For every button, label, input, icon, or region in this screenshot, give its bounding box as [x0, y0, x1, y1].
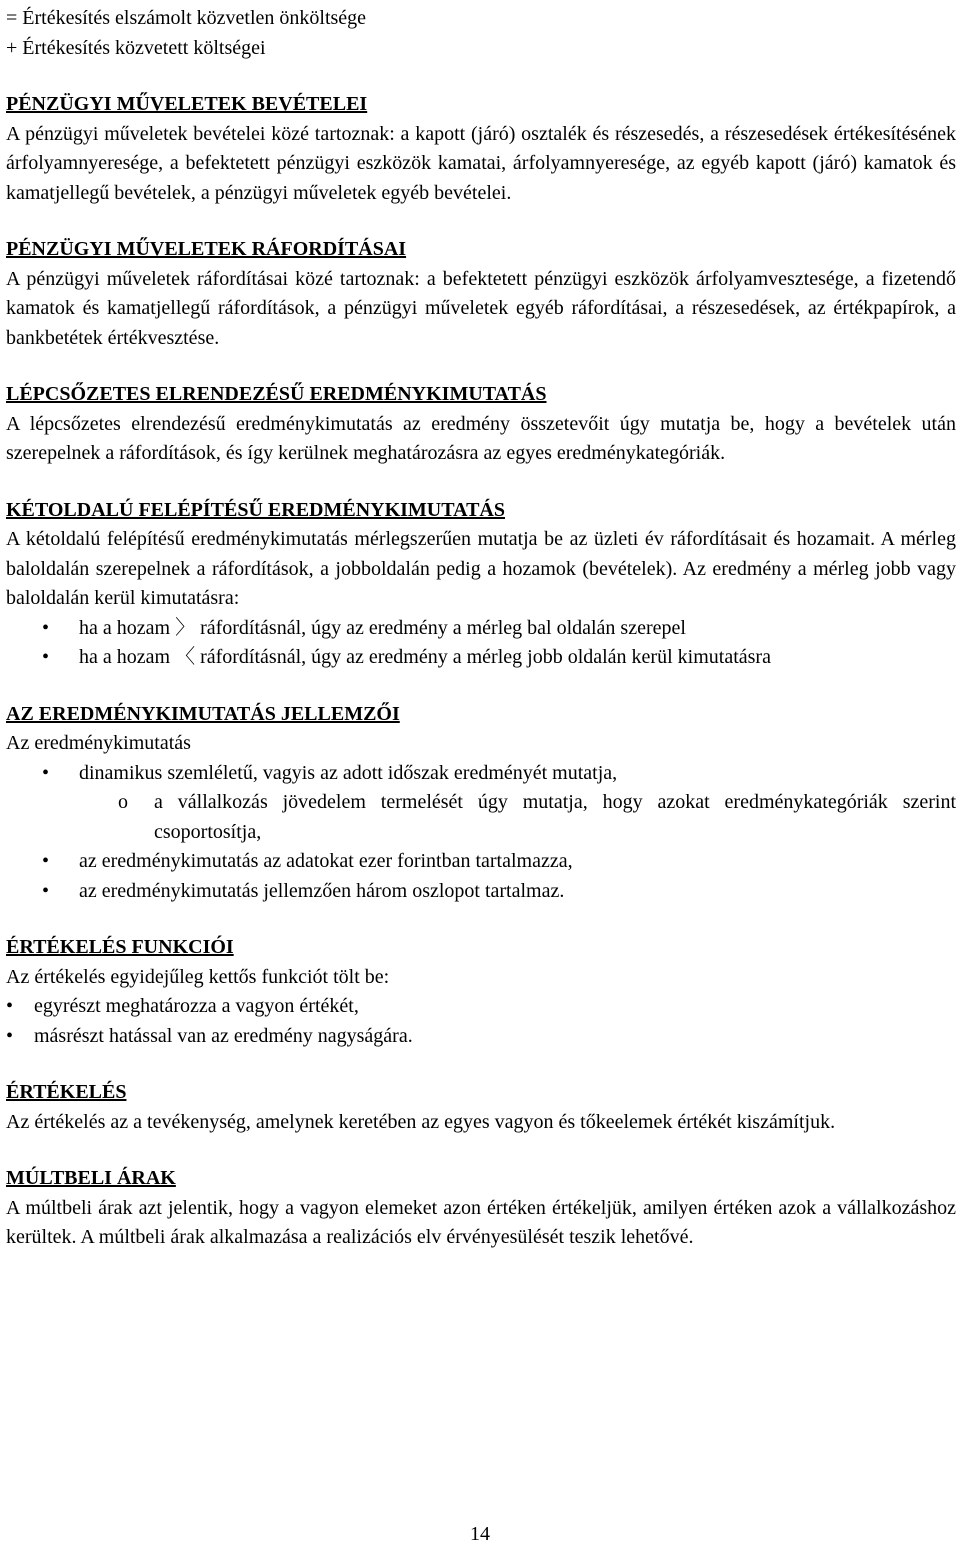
sub-bullet-list [6, 788, 956, 847]
bullet-list [6, 614, 956, 673]
section-text: A múltbeli árak azt jelentik, hogy a vagyon elemeket azon értéken értékeljük, amilyen értéken azok a vállalkozáshoz kerültek. A múltbeli árak alkalmazása a realizációs elv érvényesülését teszik lehetővé. [6, 1196, 956, 1248]
top-line-2: + Értékesítés közvetett költségei [6, 36, 266, 59]
section-intro: Az értékelés egyidejűleg kettős funkciót tölt be: [6, 965, 390, 988]
list-item: • másrészt hatással van az eredmény nagyságára. [6, 1022, 956, 1052]
bullet-list [6, 847, 956, 906]
list-item: • dinamikus szemléletű, vagyis az adott időszak eredményét mutatja, [6, 759, 956, 789]
section-text: A kétoldalú felépítésű eredménykimutatás mérlegszerűen mutatja be az üzleti év ráfordításait és hozamait. A mérleg baloldalán szerepelnek a ráfordítások, a jobboldalán pedig a hozamok (bevételek). Az eredmény a mérleg jobb vagy baloldalán kerül kimutatásra: [6, 528, 956, 609]
list-item: • ha a hozam 〈 ráfordításnál, úgy az eredmény a mérleg jobb oldalán kerül kimutatásra [6, 643, 956, 673]
section-title: ÉRTÉKELÉS [6, 1081, 127, 1103]
section-text: A pénzügyi műveletek ráfordításai közé tartoznak: a befektetett pénzügyi eszközök árfolyamvesztesége, a fizetendő kamatok és kamatjellegű ráfordítások, a pénzügyi műveletek egyéb ráfordításai, a részesedések, az értékpapírok, a bankbetétek értékvesztése. [6, 267, 956, 349]
list-item: • az eredménykimutatás az adatokat ezer forintban tartalmazza, [6, 847, 956, 877]
list-item: • ha a hozam 〉 ráfordításnál, úgy az eredmény a mérleg bal oldalán szerepel [6, 614, 956, 644]
section-ertekeles [6, 1078, 956, 1137]
section-jellemzoi [6, 700, 956, 907]
section-ertekeles-funkcioi [6, 933, 956, 1051]
section-multbeli-arak [6, 1164, 956, 1253]
top-line-1: = Értékesítés elszámolt közvetlen önköltsége [6, 7, 367, 29]
section-title: ÉRTÉKELÉS FUNKCIÓI [6, 936, 234, 958]
section-title: AZ EREDMÉNYKIMUTATÁS JELLEMZŐI [6, 702, 400, 725]
list-item: • az eredménykimutatás jellemzően három oszlopot tartalmaz. [6, 877, 956, 907]
section-penzugyi-bevetelei [6, 90, 956, 208]
section-lepcsozetes [6, 380, 956, 469]
section-title: KÉTOLDALÚ FELÉPÍTÉSŰ EREDMÉNYKIMUTATÁS [6, 498, 505, 521]
bullet-list [6, 992, 956, 1051]
section-title: MÚLTBELI ÁRAK [6, 1167, 176, 1189]
document-page [6, 4, 956, 1253]
page-number: 14 [470, 1523, 490, 1545]
sub-list-item: o a vállalkozás jövedelem termelését úgy mutatja, hogy azokat eredménykategóriák szerint csoportosítja, [6, 788, 956, 847]
section-intro: Az eredménykimutatás [6, 732, 191, 754]
section-title: PÉNZÜGYI MŰVELETEK BEVÉTELEI [6, 93, 368, 115]
section-text: A pénzügyi műveletek bevételei közé tartoznak: a kapott (járó) osztalék és részesedés, a részesedések értékesítésének árfolyamnyeresége, a befektetett pénzügyi eszközök kamatai, árfolyamnyeresége, az egyéb kapott (járó) kamatok és kamatjellegű bevételek, a pénzügyi műveletek egyéb bevételei. [6, 122, 956, 204]
section-text: A lépcsőzetes elrendezésű eredménykimutatás az eredmény összetevőit úgy mutatja be, hogy a bevételek után szerepelnek a ráfordítások, és így kerülnek meghatározásra az egyes eredménykategóriák. [6, 412, 956, 464]
list-item: • egyrészt meghatározza a vagyon értékét, [6, 992, 956, 1022]
bullet-list [6, 759, 956, 789]
section-title: PÉNZÜGYI MŰVELETEK RÁFORDÍTÁSAI [6, 238, 407, 260]
top-lines [6, 4, 956, 63]
section-text: Az értékelés az a tevékenység, amelynek keretében az egyes vagyon és tőkeelemek értékét kiszámítjuk. [6, 1110, 836, 1133]
section-penzugyi-raforditasai [6, 235, 956, 353]
section-ketoldalu [6, 496, 956, 673]
section-title: LÉPCSŐZETES ELRENDEZÉSŰ EREDMÉNYKIMUTATÁS [6, 383, 547, 405]
